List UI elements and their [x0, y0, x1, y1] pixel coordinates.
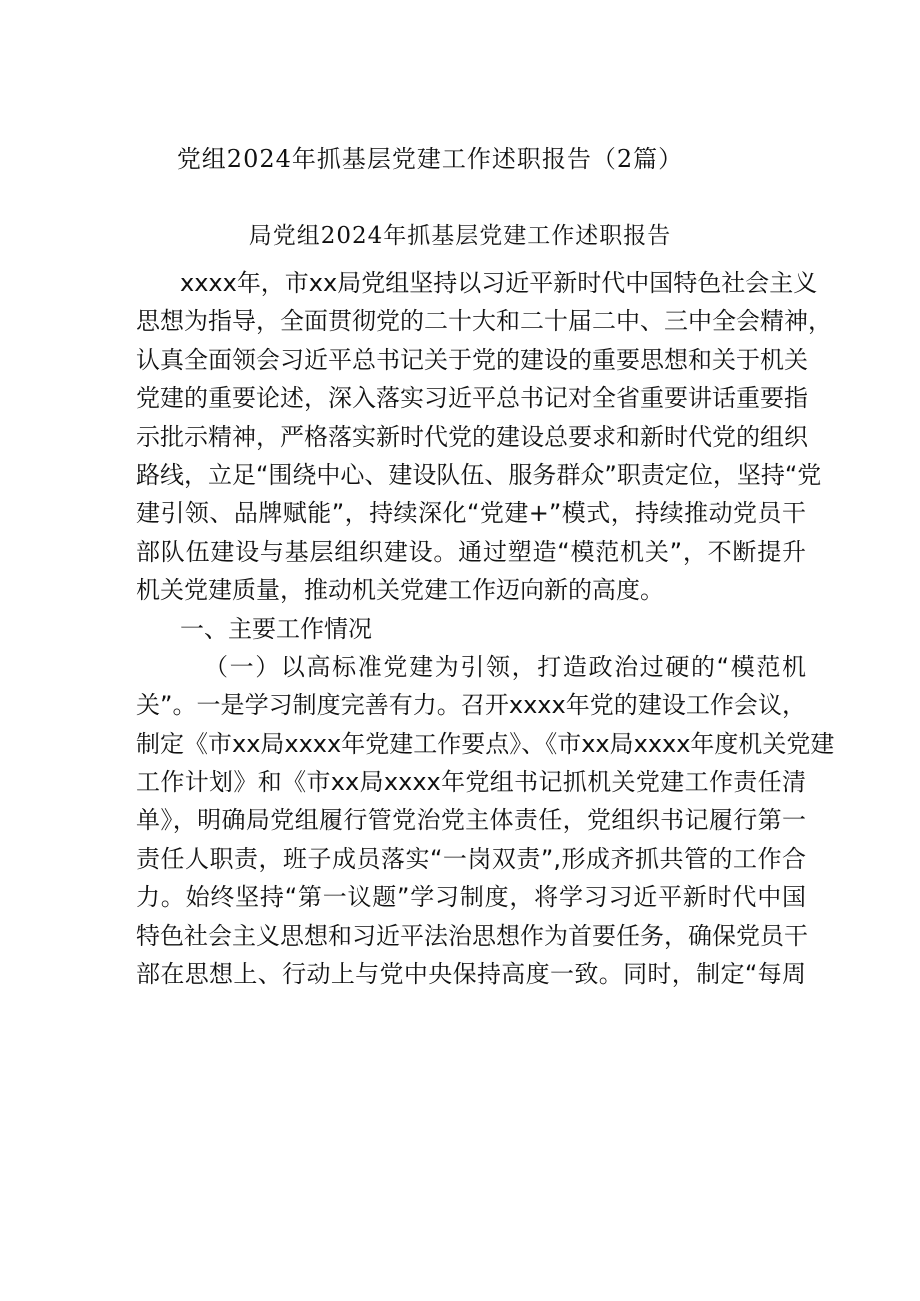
paragraph-line: 制定《市xx局xxxx年党建工作要点》、《市xx局xxxx年度机关党建 — [136, 729, 835, 758]
paragraph-line: 机关党建质量，推动机关党建工作迈向新的高度。 — [136, 576, 664, 605]
report-subtitle: 局党组2024年抓基层党建工作述职报告 — [248, 223, 672, 249]
paragraph-line: （一）以高标准党建为引领，打造政治过硬的“模范机 — [204, 652, 806, 681]
work-paragraph — [136, 648, 835, 994]
paragraph-line: 工作计划》和《市xx局xxxx年党组书记抓机关党建工作责任清 — [136, 768, 806, 797]
paragraph-line: 党建的重要论述，深入落实习近平总书记对全省重要讲话重要指 — [136, 384, 808, 413]
paragraph-line: xxxx年，市xx局党组坚持以习近平新时代中国特色社会主义 — [180, 269, 818, 297]
report-body — [136, 264, 835, 993]
paragraph-line: 路线，立足“围绕中心、建设队伍、服务群众”职责定位，坚持“党 — [136, 460, 822, 489]
paragraph-line: 思想为指导，全面贯彻党的二十大和二十届二中、三中全会精神， — [136, 307, 832, 336]
paragraph-line: 单》，明确局党组履行管党治党主体责任，党组织书记履行第一 — [136, 806, 806, 835]
paragraph-line: 部队伍建设与基层组织建设。通过塑造“模范机关”，不断提升 — [136, 537, 806, 566]
paragraph-line: 力。始终坚持“第一议题”学习制度，将学习习近平新时代中国 — [136, 883, 806, 912]
paragraph-line: 示批示精神，严格落实新时代党的建设总要求和新时代党的组织 — [136, 422, 808, 451]
paragraph-line: 部在思想上、行动上与党中央保持高度一致。同时，制定“每周 — [136, 960, 806, 989]
paragraph-line: 关”。一是学习制度完善有力。召开xxxx年党的建设工作会议， — [136, 691, 806, 720]
paragraph-line: 特色社会主义思想和习近平法治思想作为首要任务，确保党员干 — [136, 921, 808, 950]
paragraph-line: 认真全面领会习近平总书记关于党的建设的重要思想和关于机关 — [136, 345, 808, 374]
intro-paragraph — [136, 264, 832, 610]
paragraph-line: 建引领、品牌赋能”，持续深化“党建+”模式，持续推动党员干 — [136, 499, 806, 528]
paragraph-line: 责任人职责，班子成员落实“一岗双责”,形成齐抓共管的工作合 — [136, 844, 806, 873]
section-heading: 一、主要工作情况 — [180, 614, 372, 643]
document-title: 党组2024年抓基层党建工作述职报告（2篇） — [176, 145, 684, 173]
